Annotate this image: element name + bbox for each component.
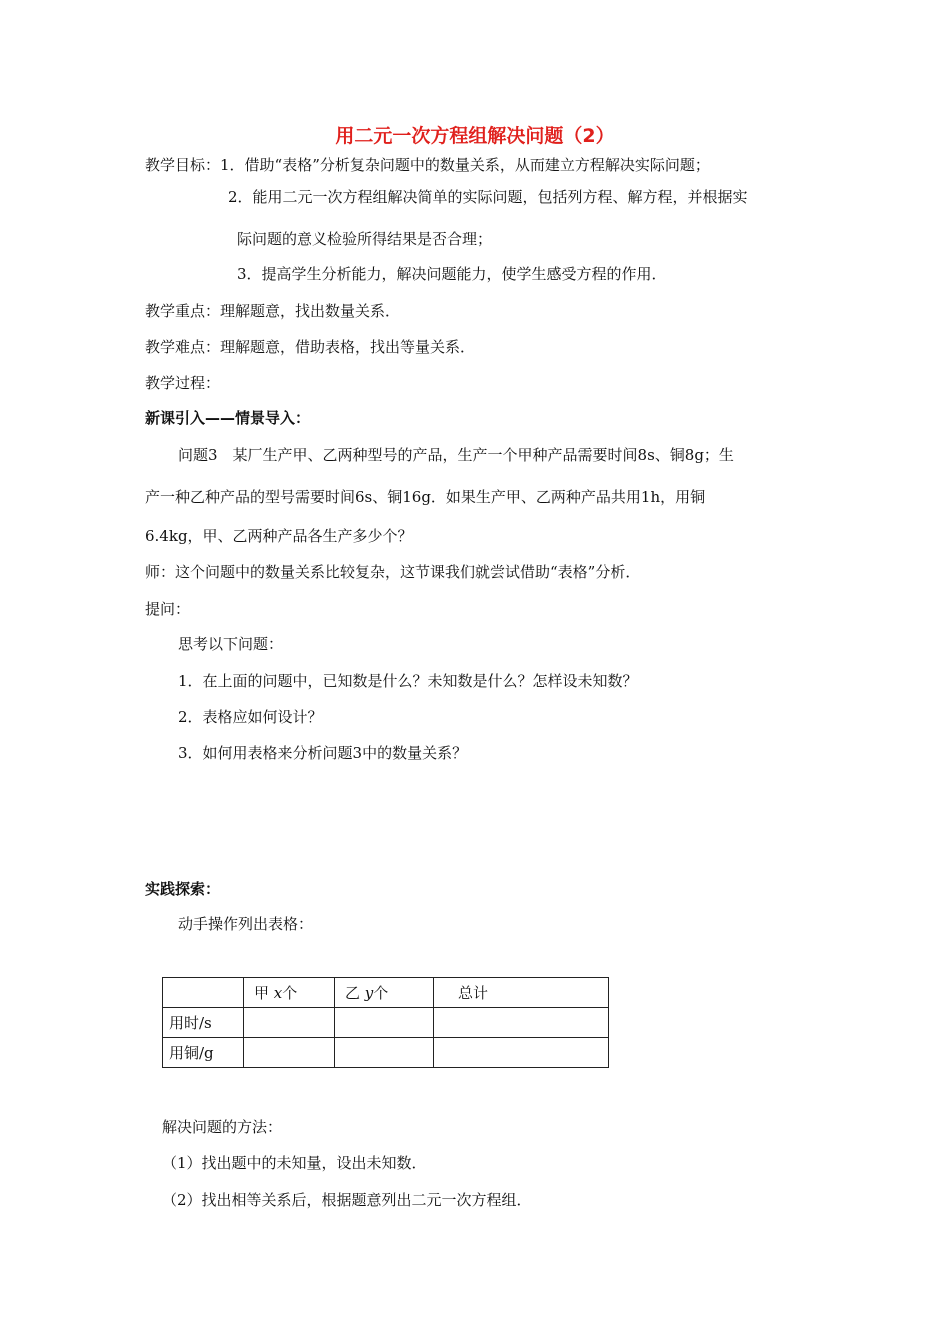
method-heading: 解决问题的方法： — [162, 1118, 283, 1136]
objective-1: 1．借助“表格”分析复杂问题中的数量关系，从而建立方程解决实际问题； — [220, 156, 710, 174]
table-cell — [335, 1038, 434, 1068]
objective-3: 3．提高学生分析能力，解决问题能力，使学生感受方程的作用． — [237, 265, 667, 283]
question-3: 3．如何用表格来分析问题3中的数量关系？ — [178, 744, 468, 762]
objective-2b: 际问题的意义检验所得结果是否合理； — [237, 230, 493, 248]
table-cell — [335, 1008, 434, 1038]
table-corner-cell — [163, 978, 244, 1008]
ask-label: 提问： — [145, 600, 191, 618]
document-title: 用二元一次方程组解决问题（2） — [335, 125, 615, 147]
method-2: （2）找出相等关系后，根据题意列出二元一次方程组． — [162, 1191, 532, 1209]
problem-line-2: 产一种乙种产品的型号需要时间6s、铜16g．如果生产甲、乙两种产品共用1h，用铜 — [145, 488, 706, 506]
table-row — [163, 1038, 609, 1068]
objectives-line-1 — [145, 154, 710, 176]
table-row-label-time: 用时/s — [163, 1008, 244, 1038]
table-header-row — [163, 978, 609, 1008]
analysis-table — [162, 977, 609, 1068]
table-header-a: 甲 x个 — [244, 978, 335, 1008]
method-1: （1）找出题中的未知量，设出未知数． — [162, 1154, 427, 1172]
difficulty: 教学难点：理解题意，借助表格，找出等量关系． — [145, 338, 476, 356]
table-prompt: 动手操作列出表格： — [178, 915, 314, 933]
process-label: 教学过程： — [145, 374, 221, 392]
practice-heading: 实践探索： — [145, 880, 221, 898]
table-header-b: 乙 y个 — [335, 978, 434, 1008]
table-row — [163, 1008, 609, 1038]
key-point: 教学重点：理解题意，找出数量关系． — [145, 302, 401, 320]
objectives-label: 教学目标： — [145, 156, 221, 174]
table-cell — [244, 1008, 335, 1038]
table-cell — [434, 1038, 609, 1068]
intro-heading: 新课引入——情景导入： — [145, 409, 311, 427]
think-label: 思考以下问题： — [178, 635, 284, 653]
question-1: 1．在上面的问题中，已知数是什么？未知数是什么？怎样设未知数？ — [178, 672, 638, 690]
question-2: 2．表格应如何设计？ — [178, 708, 323, 726]
teacher-line: 师：这个问题中的数量关系比较复杂，这节课我们就尝试借助“表格”分析． — [145, 563, 641, 581]
table-row-label-copper: 用铜/g — [163, 1038, 244, 1068]
objective-2a: 2．能用二元一次方程组解决简单的实际问题，包括列方程、解方程，并根据实 — [228, 188, 748, 206]
table-header-total: 总计 — [434, 978, 609, 1008]
problem-line-3: 6.4kg，甲、乙两种产品各生产多少个？ — [145, 527, 413, 545]
table-cell — [434, 1008, 609, 1038]
problem-line-1: 问题3 某厂生产甲、乙两种型号的产品，生产一个甲种产品需要时间8s、铜8g；生 — [178, 446, 734, 464]
table-cell — [244, 1038, 335, 1068]
